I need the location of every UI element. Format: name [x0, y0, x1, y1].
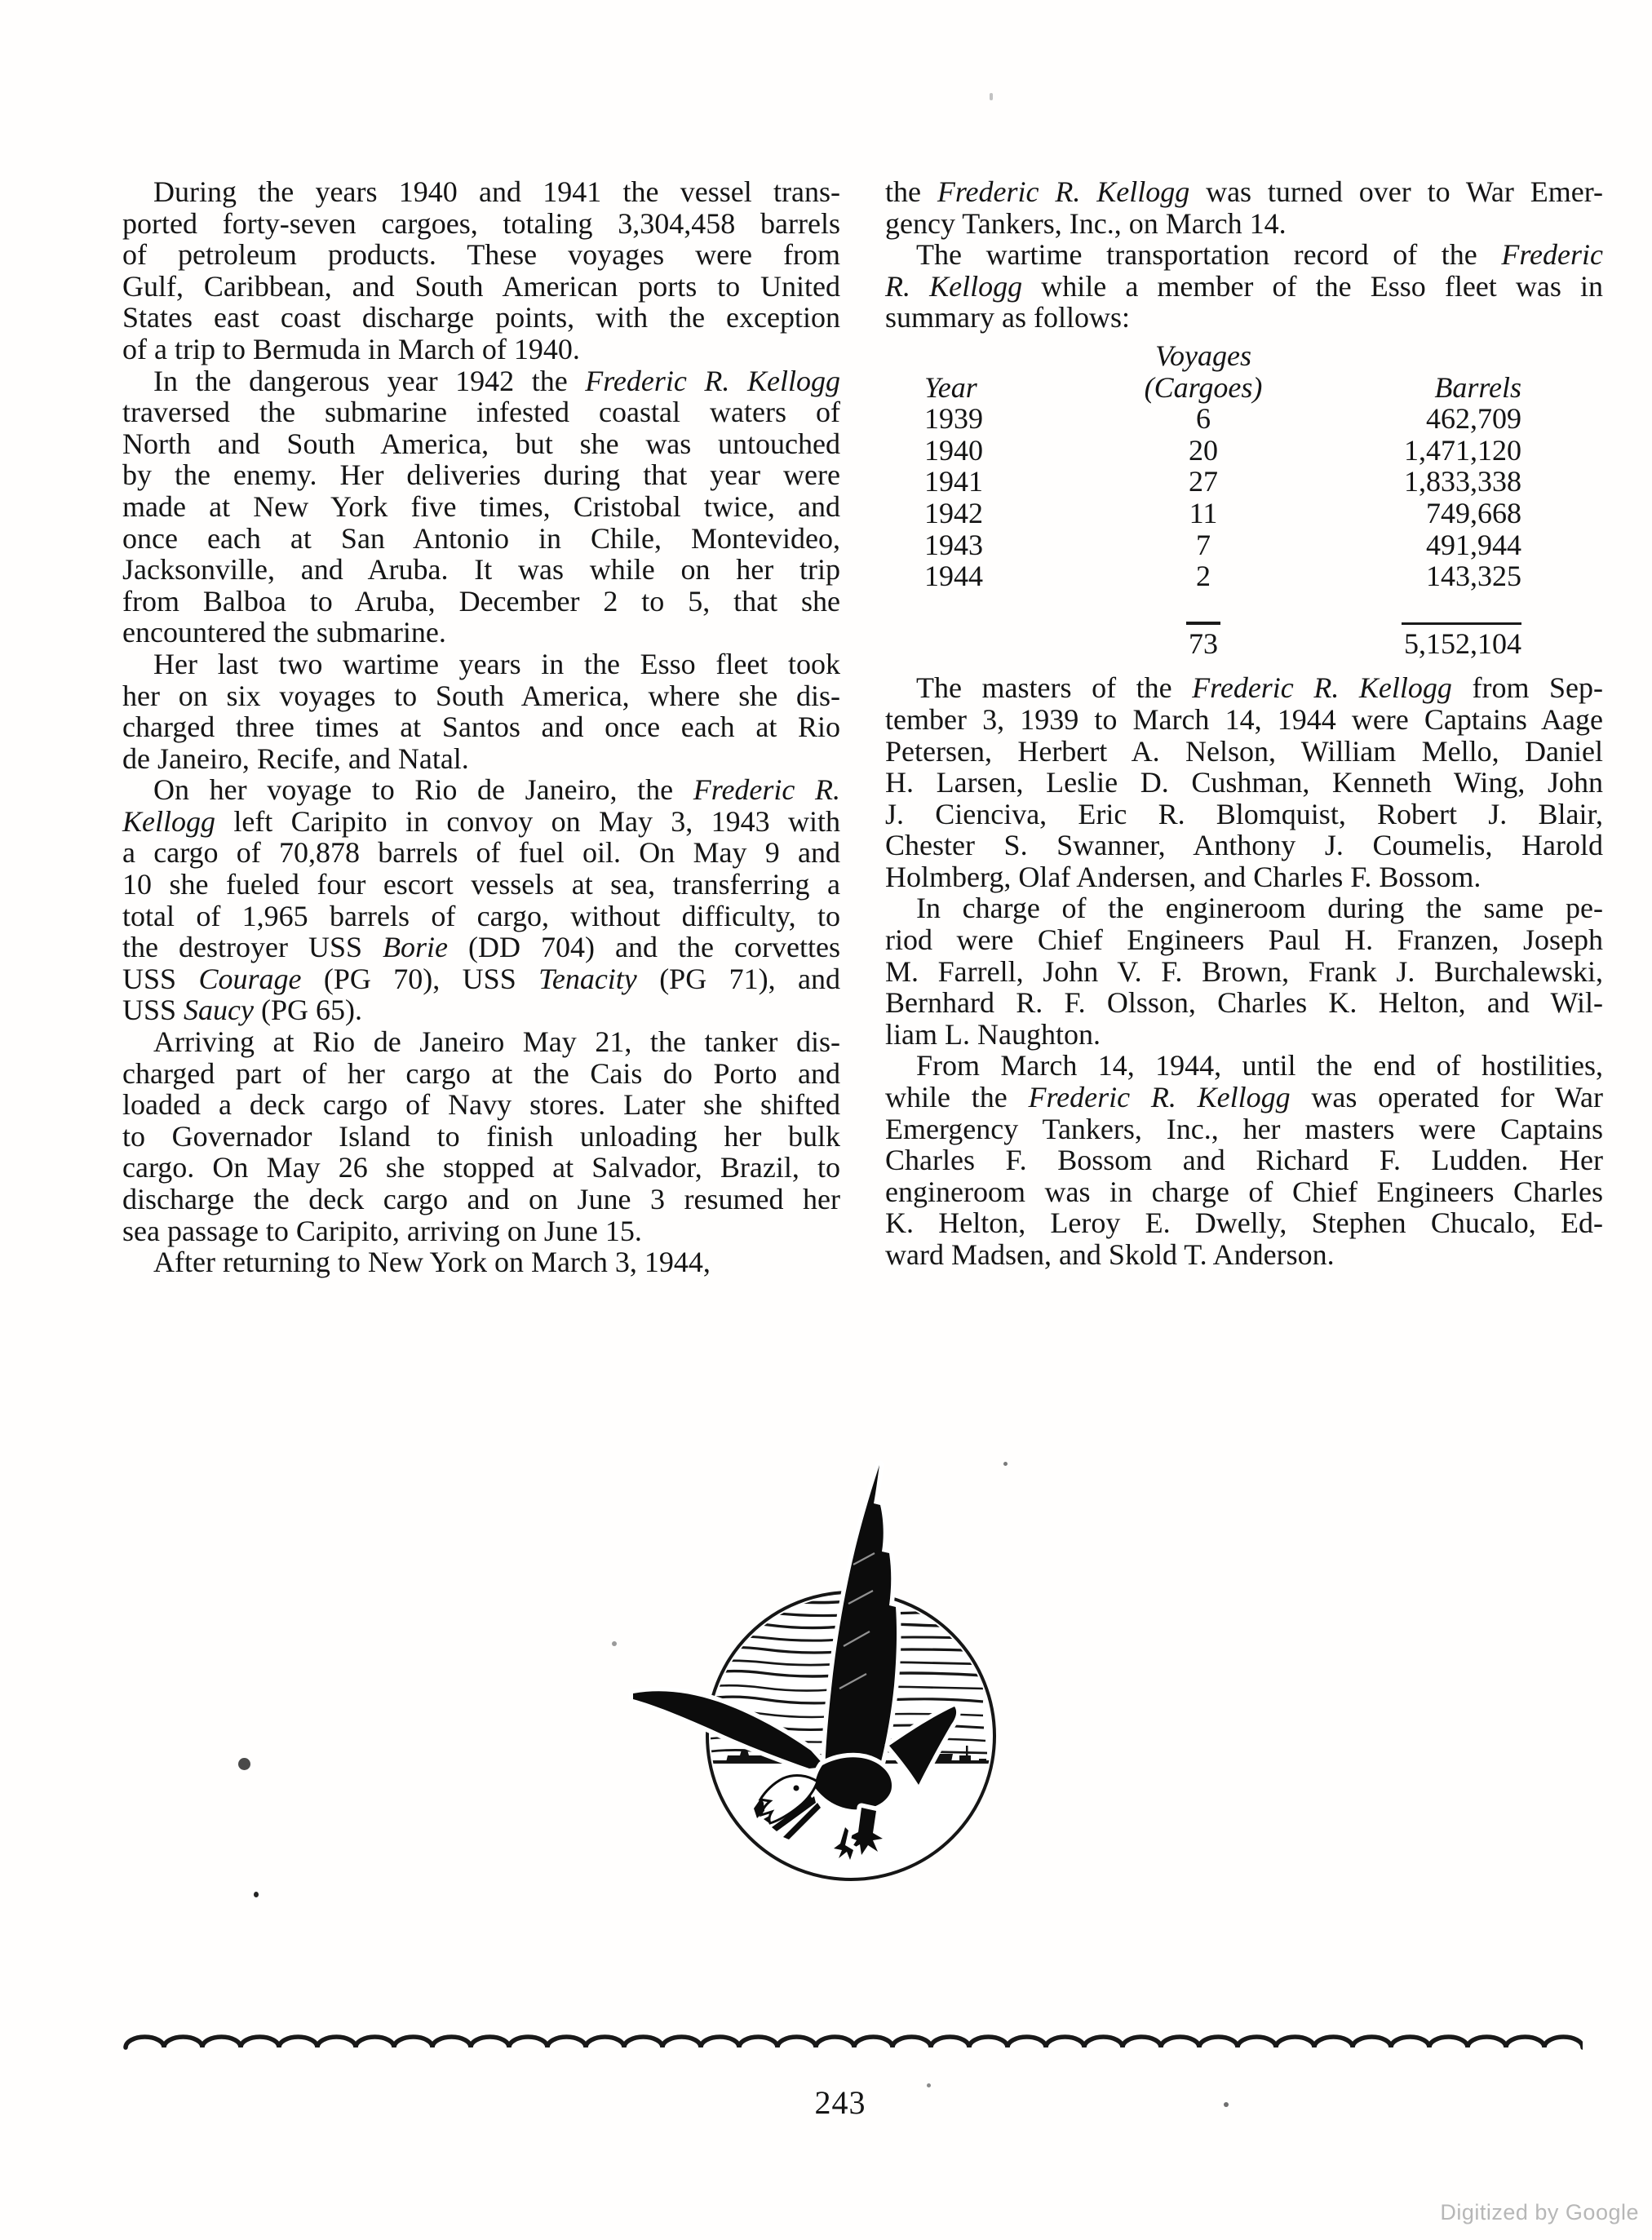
cargoes-cell: 11	[1189, 496, 1218, 529]
text-line	[122, 459, 840, 491]
year-cell: 1941	[924, 465, 983, 498]
text-segment: USS	[122, 994, 184, 1027]
text-segment: liam L. Naughton.	[885, 1017, 1101, 1051]
text-line	[885, 1082, 1603, 1113]
text-line	[885, 302, 1603, 334]
text-line	[122, 963, 840, 995]
paragraph	[122, 365, 840, 649]
text-line	[885, 239, 1603, 271]
text-line	[122, 239, 840, 271]
voyage-summary-table	[885, 340, 1603, 659]
text-segment: left Caripito in convoy on May 3, 1943 with	[215, 804, 840, 838]
right-text-column	[885, 176, 1603, 1271]
text-segment: Emergency Tankers, Inc., her masters were Captains	[885, 1112, 1603, 1145]
text-segment: From March 14, 1944, until the end of hostilities,	[916, 1049, 1603, 1082]
paragraph	[885, 1050, 1603, 1270]
text-segment: Jacksonville, and Aruba. It was while on her trip	[122, 553, 840, 587]
text-line	[122, 586, 840, 618]
text-segment: of petroleum products. These voyages were from	[122, 238, 840, 272]
year-cell: 1940	[924, 433, 983, 467]
text-segment: Frederic R. Kellogg	[1028, 1081, 1291, 1114]
text-segment: Saucy	[184, 994, 255, 1027]
barrels-cell: 462,709	[1426, 402, 1521, 436]
paragraph	[122, 774, 840, 1026]
text-line	[885, 1113, 1603, 1145]
year-column-header: Year	[924, 370, 977, 404]
text-line	[122, 837, 840, 869]
text-line	[122, 1121, 840, 1153]
text-segment: In charge of the engineroom during the same pe-	[916, 892, 1603, 925]
text-segment: After returning to New York on March 3, 1944,	[153, 1246, 711, 1279]
text-line	[885, 672, 1603, 704]
cargoes-column-header: (Cargoes)	[1144, 370, 1263, 404]
text-line	[122, 806, 840, 838]
text-line	[885, 987, 1603, 1019]
text-segment: The wartime transportation record of the	[916, 238, 1502, 272]
text-line	[122, 176, 840, 208]
table-total-rule-row	[885, 605, 1603, 623]
text-segment: was turned over to War Emer-	[1189, 175, 1603, 208]
voyages-header-label: Voyages	[1155, 339, 1251, 372]
text-line	[122, 711, 840, 743]
paragraph	[885, 239, 1603, 334]
cargoes-cell: 20	[1189, 433, 1218, 467]
text-line	[885, 704, 1603, 736]
text-segment: tember 3, 1939 to March 14, 1944 were Captains Aage	[885, 702, 1603, 736]
paragraph	[122, 176, 840, 365]
table-row	[885, 498, 1603, 529]
text-line	[885, 1019, 1603, 1051]
paragraph	[122, 1026, 840, 1246]
year-cell: 1942	[924, 496, 983, 529]
text-segment: (PG 71), and	[636, 962, 840, 995]
text-segment: loaded a deck cargo of Navy stores. Later she shifted	[122, 1088, 840, 1122]
text-segment: Frederic R.	[693, 773, 840, 807]
barrels-total-value: 5,152,104	[1404, 626, 1521, 660]
eagle-eye	[794, 1786, 799, 1791]
text-segment: discharge the deck cargo and on June 3 resumed her	[122, 1183, 840, 1215]
text-segment: K. Helton, Leroy E. Dwelly, Stephen Chucalo, Ed-	[885, 1206, 1603, 1240]
text-segment: Arriving at Rio de Janeiro May 21, the tanker dis-	[153, 1025, 840, 1059]
barrels-cell: 143,325	[1426, 560, 1521, 593]
text-segment: J. Cienciva, Eric R. Blomquist, Robert J. Blair,	[885, 797, 1603, 830]
table-row	[885, 435, 1603, 467]
text-line	[885, 208, 1603, 240]
text-segment: the destroyer USS	[122, 931, 383, 964]
text-segment: encountered the submarine.	[122, 616, 446, 649]
text-segment: total of 1,965 barrels of cargo, without difficulty, to	[122, 899, 840, 932]
text-line	[885, 861, 1603, 893]
paragraph	[885, 672, 1603, 892]
text-segment: Holmberg, Olaf Andersen, and Charles F. Bossom.	[885, 860, 1481, 893]
text-segment: while the	[885, 1081, 1029, 1114]
text-line	[885, 176, 1603, 208]
cargoes-cell: 7	[1196, 528, 1211, 561]
scan-speck	[238, 1758, 250, 1770]
cargoes-cell: 6	[1196, 402, 1211, 436]
paragraph	[122, 1246, 840, 1278]
text-segment: while a member of the Esso fleet was in	[1022, 269, 1604, 303]
text-line	[122, 1215, 840, 1247]
scan-speck	[612, 1641, 617, 1646]
text-segment: summary as follows:	[885, 301, 1130, 334]
cargoes-cell: 27	[1189, 465, 1218, 498]
text-segment: engineroom was in charge of Chief Engineers Charles	[885, 1175, 1603, 1208]
text-segment: cargo. On May 26 she stopped at Salvador, Brazil, to	[122, 1151, 840, 1184]
table-body	[885, 403, 1603, 592]
text-line	[122, 901, 840, 932]
text-line	[122, 869, 840, 901]
text-segment: Borie	[383, 931, 449, 964]
text-line	[122, 774, 840, 806]
text-segment: (PG 70), USS	[301, 962, 539, 995]
right-column-upper-paragraphs	[885, 176, 1603, 334]
scan-speck	[927, 2083, 931, 2087]
text-segment: gency Tankers, Inc., on March 14.	[885, 206, 1287, 240]
text-line	[122, 649, 840, 680]
text-segment: was operated for War	[1290, 1081, 1603, 1114]
wave-divider	[122, 2028, 1583, 2056]
year-cell: 1939	[924, 402, 983, 436]
text-segment: H. Larsen, Leslie D. Cushman, Kenneth Wing, John	[885, 766, 1603, 799]
text-line	[122, 1058, 840, 1090]
text-segment: 10 she fueled four escort vessels at sea, transferring a	[122, 868, 840, 901]
table-row	[885, 466, 1603, 498]
text-segment: Tenacity	[538, 962, 637, 995]
text-segment: riod were Chief Engineers Paul H. Franzen, Joseph	[885, 923, 1603, 957]
text-segment: Frederic R. Kellogg	[937, 175, 1190, 208]
barrels-cell: 749,668	[1426, 496, 1521, 529]
text-segment: her on six voyages to South America, where she dis-	[122, 679, 840, 712]
text-segment: of a trip to Bermuda in March of 1940.	[122, 332, 580, 365]
text-line	[122, 1246, 840, 1278]
text-line	[122, 491, 840, 523]
text-segment: once each at San Antonio in Chile, Montevideo,	[122, 521, 840, 555]
barrels-total-rule	[1402, 622, 1521, 625]
text-segment: by the enemy. Her deliveries during that year were	[122, 458, 840, 492]
text-line	[122, 1089, 840, 1121]
text-line	[885, 736, 1603, 768]
text-line	[122, 617, 840, 649]
year-cell: 1944	[924, 560, 983, 593]
text-line	[885, 924, 1603, 956]
scan-speck	[254, 1892, 259, 1897]
table-row	[885, 403, 1603, 435]
text-segment: a cargo of 70,878 barrels of fuel oil. On May 9 and	[122, 836, 840, 870]
text-segment: de Janeiro, Recife, and Natal.	[122, 742, 469, 775]
eagle-raised-wing	[825, 1465, 897, 1785]
digitized-by-google-watermark: Digitized by Google	[1440, 2200, 1639, 2225]
text-segment: Petersen, Herbert A. Nelson, William Mello, Daniel	[885, 734, 1603, 768]
eagle-body	[814, 1757, 892, 1809]
text-segment: ward Madsen, and Skold T. Anderson.	[885, 1238, 1335, 1271]
text-line	[885, 892, 1603, 924]
paragraph	[885, 892, 1603, 1050]
text-line	[122, 428, 840, 460]
text-line	[122, 1026, 840, 1058]
text-segment: M. Farrell, John V. F. Brown, Frank J. Burchalewski,	[885, 954, 1603, 988]
paragraph	[122, 649, 840, 774]
text-line	[885, 1176, 1603, 1208]
text-line	[122, 302, 840, 334]
text-line	[122, 523, 840, 555]
text-line	[122, 1152, 840, 1184]
text-line	[122, 396, 840, 428]
text-segment: Gulf, Caribbean, and South American ports to United	[122, 269, 840, 303]
scan-speck	[1224, 2102, 1229, 2107]
text-segment: Kellogg	[122, 804, 215, 838]
scan-speck	[990, 93, 993, 100]
text-line	[122, 1184, 840, 1215]
text-segment: Frederic	[1501, 238, 1603, 272]
text-segment: During the years 1940 and 1941 the vessel trans-	[153, 175, 840, 208]
text-line	[122, 334, 840, 365]
text-segment: (PG 65).	[254, 994, 363, 1027]
text-segment: States east coast discharge points, with the exception	[122, 301, 840, 334]
barrels-cell: 1,471,120	[1404, 433, 1521, 467]
table-row	[885, 560, 1603, 592]
text-line	[122, 365, 840, 397]
text-line	[885, 1207, 1603, 1239]
text-line	[885, 956, 1603, 988]
text-segment: Her last two wartime years in the Esso fleet took	[153, 647, 840, 680]
text-line	[122, 932, 840, 963]
text-line	[122, 680, 840, 712]
text-segment: (DD 704) and the corvettes	[448, 931, 840, 964]
text-line	[885, 1144, 1603, 1176]
text-line	[885, 1050, 1603, 1082]
text-segment: R. Kellogg	[885, 269, 1023, 303]
text-segment: made at New York five times, Cristobal twice, and	[122, 489, 840, 523]
year-cell: 1943	[924, 528, 983, 561]
cargoes-cell: 2	[1196, 560, 1211, 593]
text-segment: Charles F. Bossom and Richard F. Ludden. Her	[885, 1144, 1603, 1177]
page-number: 243	[814, 2084, 866, 2121]
text-line	[885, 271, 1603, 303]
table-super-header-row	[885, 340, 1603, 372]
text-segment: from Sep-	[1451, 671, 1604, 705]
paragraph	[885, 176, 1603, 239]
right-column-lower-paragraphs	[885, 672, 1603, 1270]
scan-speck	[1003, 1462, 1008, 1466]
text-segment: Frederic R. Kellogg	[1192, 671, 1452, 705]
text-segment: to Governador Island to finish unloading her bulk	[122, 1119, 840, 1153]
text-segment: the	[885, 175, 937, 208]
table-header-row	[885, 372, 1603, 404]
text-segment: sea passage to Caripito, arriving on June 15.	[122, 1214, 642, 1247]
barrels-cell: 491,944	[1426, 528, 1521, 561]
text-segment: charged part of her cargo at the Cais do Porto and	[122, 1056, 840, 1090]
cargoes-total-value: 73	[1189, 626, 1218, 660]
text-line	[885, 767, 1603, 799]
text-segment: North and South America, but she was untouched	[122, 427, 840, 460]
text-segment: USS	[122, 962, 199, 995]
text-segment: In the dangerous year 1942 the	[153, 364, 586, 397]
text-segment: ported forty-seven cargoes, totaling 3,304,458 barrels	[122, 206, 840, 240]
text-segment: Frederic R. Kellogg	[585, 364, 840, 397]
table-row	[885, 529, 1603, 561]
eagle-over-sea-emblem-illustration	[604, 1419, 1061, 1892]
text-line	[122, 994, 840, 1026]
text-segment: charged three times at Santos and once each at Rio	[122, 711, 840, 744]
text-segment: Courage	[198, 962, 302, 995]
text-segment: Bernhard R. F. Olsson, Charles K. Helton, and Wil-	[885, 986, 1603, 1020]
text-segment: traversed the submarine infested coastal waters of	[122, 396, 840, 429]
text-segment: Chester S. Swanner, Anthony J. Coumelis, Harold	[885, 829, 1603, 862]
text-line	[885, 1239, 1603, 1271]
text-segment: from Balboa to Aruba, December 2 to 5, that she	[122, 584, 840, 618]
barrels-column-header: Barrels	[1434, 370, 1521, 404]
text-line	[885, 799, 1603, 830]
left-text-column	[122, 176, 840, 1278]
text-line	[122, 554, 840, 586]
cargoes-total-rule	[1186, 622, 1220, 625]
text-segment: On her voyage to Rio de Janeiro, the	[153, 773, 693, 807]
text-line	[122, 271, 840, 303]
barrels-cell: 1,833,338	[1404, 465, 1521, 498]
text-line	[122, 743, 840, 775]
table-total-row	[885, 628, 1603, 660]
text-line	[885, 830, 1603, 861]
text-segment: The masters of the	[916, 671, 1193, 705]
text-line	[122, 208, 840, 240]
